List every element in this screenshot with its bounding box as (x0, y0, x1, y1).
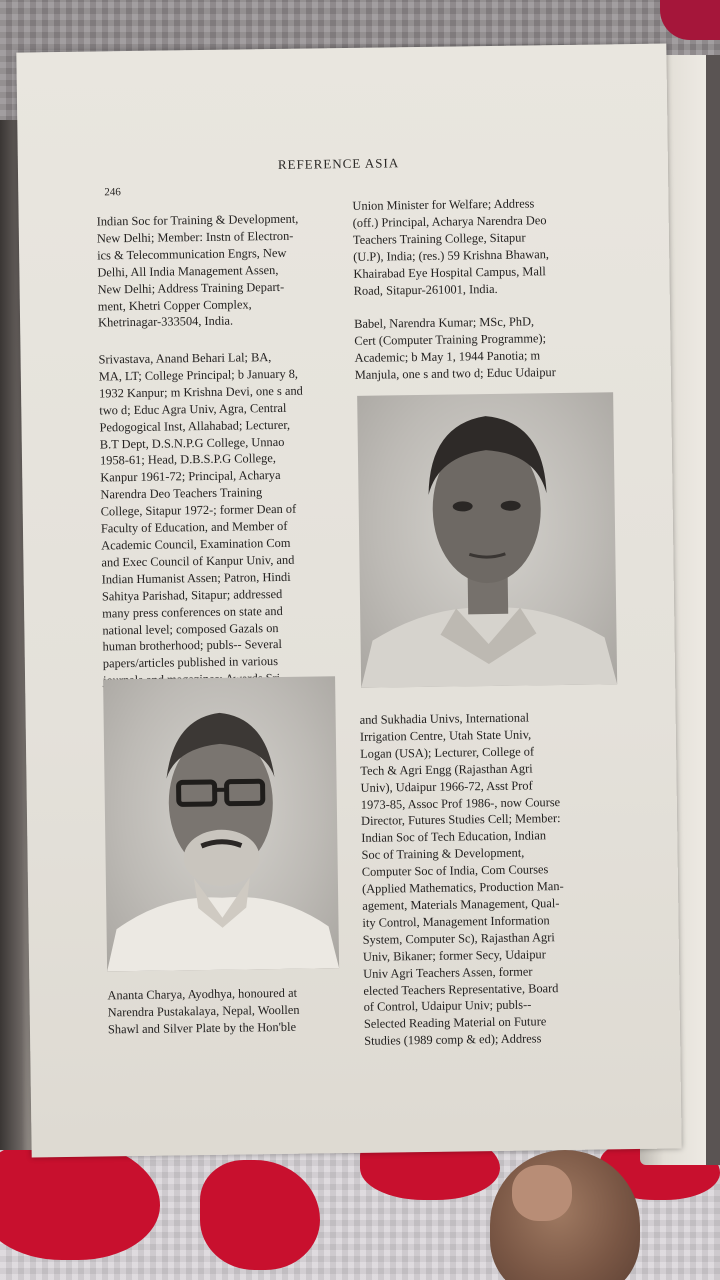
fabric-red-pattern (660, 0, 720, 40)
text-line: (U.P), India; (res.) 59 Krishna Bhawan, (353, 246, 550, 264)
text-line: Ananta Charya, Ayodhya, honoured at (107, 985, 298, 1003)
fabric-red-pattern (200, 1160, 320, 1270)
text-line: (off.) Principal, Acharya Narendra Deo (352, 213, 547, 230)
text-line: Narendra Pustakalaya, Nepal, Woollen (107, 1002, 300, 1020)
text-line: many press conferences on state and (102, 603, 283, 621)
text-line: Sahitya Parishad, Sitapur; addressed (101, 586, 283, 604)
text-line: Selected Reading Material on Future (363, 1014, 547, 1032)
text-line: Univ, Bikaner; former Secy, Udaipur (362, 946, 546, 964)
text-line: MA, LT; College Principal; b January 8, (98, 366, 299, 384)
text-line: Academic; b May 1, 1944 Panotia; m (354, 348, 541, 365)
book-page (16, 44, 681, 1158)
text-line: ics & Telecommunication Engrs, New (97, 245, 287, 263)
text-line: 1932 Kanpur; m Krishna Devi, one s and (98, 383, 303, 401)
text-line: System, Computer Sc), Rajasthan Agri (362, 929, 555, 947)
running-head: REFERENCE ASIA (277, 155, 400, 172)
text-line: Babel, Narendra Kumar; MSc, PhD, (354, 314, 535, 331)
text-line: New Delhi; Member: Instn of Electron- (96, 228, 294, 246)
text-line: Faculty of Education, and Member of (100, 518, 288, 536)
text-line: Union Minister for Welfare; Address (352, 196, 535, 213)
text-line: Khairabad Eye Hospital Campus, Mall (353, 263, 546, 281)
text-line: 1973-85, Assoc Prof 1986-, now Course (360, 794, 561, 812)
text-line: national level; composed Gazals on (102, 620, 279, 637)
left-entry-continuation (97, 210, 335, 332)
text-line: New Delhi; Address Training Depart- (97, 279, 285, 297)
text-line: Univ), Udaipur 1966-72, Asst Prof (360, 778, 533, 795)
text-line: Delhi, All India Management Assen, (97, 262, 279, 280)
text-line: Computer Soc of India, Com Courses (361, 862, 549, 880)
text-line: College, Sitapur 1972-; former Dean of (100, 501, 297, 519)
page-number: 246 (104, 186, 121, 199)
fabric-red-pattern (0, 1140, 160, 1260)
text-line: Road, Sitapur-261001, India. (353, 281, 498, 298)
text-line: ity Control, Management Information (362, 913, 550, 930)
text-line: Indian Humanist Assen; Patron, Hindi (101, 569, 291, 587)
text-line: ment, Khetri Copper Complex, (97, 296, 252, 314)
text-line: agement, Materials Management, Qual- (362, 896, 560, 913)
portrait-photo-babel (357, 392, 617, 688)
text-line: Studies (1989 comp & ed); Address (364, 1031, 542, 1049)
text-line: Logan (USA); Lecturer, College of (360, 744, 535, 761)
text-line: 1958-61; Head, D.B.S.P.G College, (99, 451, 276, 468)
text-line: Narendra Deo Teachers Training (100, 485, 263, 502)
text-line: elected Teachers Representative, Board (363, 980, 559, 998)
text-line: and Exec Council of Kanpur Univ, and (101, 552, 295, 570)
text-line: Tech & Agri Engg (Rajasthan Agri (360, 761, 533, 778)
text-line: and Sukhadia Univs, International (359, 710, 530, 727)
text-line: Srivastava, Anand Behari Lal; BA, (98, 350, 272, 367)
text-line: Irrigation Centre, Utah State Univ, (359, 727, 532, 744)
text-line: papers/articles published in various (102, 654, 279, 671)
text-line: Indian Soc of Tech Education, Indian (361, 828, 547, 846)
right-entry-continuation (352, 194, 623, 299)
text-line: Cert (Computer Training Programme); (354, 331, 547, 348)
text-line: Academic Council, Examination Com (101, 535, 291, 553)
right-entry-babel-continued (360, 708, 635, 1050)
text-line: Director, Futures Studies Cell; Member: (360, 811, 561, 829)
text-line: Pedogogical Inst, Allahabad; Lecturer, (99, 417, 291, 435)
text-line: Manjula, one s and two d; Educ Udaipur (354, 364, 556, 382)
text-line: human brotherhood; publs-- Several (102, 637, 282, 654)
text-line: Shawl and Silver Plate by the Hon'ble (107, 1019, 297, 1037)
text-line: Kanpur 1961-72; Principal, Acharya (100, 468, 281, 485)
text-line: B.T Dept, D.S.N.P.G College, Unnao (99, 434, 285, 451)
left-entry-srivastava (98, 348, 339, 689)
text-line: of Control, Udaipur Univ; publs-- (363, 997, 532, 1015)
text-line: Soc of Training & Development, (361, 845, 525, 863)
portrait-photo-srivastava (103, 676, 339, 971)
thumbnail-finger (512, 1165, 572, 1221)
text-line: Univ Agri Teachers Assen, former (363, 964, 533, 981)
left-entry-continuation-2 (107, 984, 344, 1038)
text-line: Khetrinagar-333504, India. (98, 314, 234, 330)
right-entry-babel (354, 312, 625, 383)
text-line: (Applied Mathematics, Production Man- (361, 879, 564, 896)
text-line: Indian Soc for Training & Development, (96, 211, 299, 229)
text-line: two d; Educ Agra Univ, Agra, Central (99, 400, 287, 418)
text-line: Teachers Training College, Sitapur (352, 230, 526, 247)
